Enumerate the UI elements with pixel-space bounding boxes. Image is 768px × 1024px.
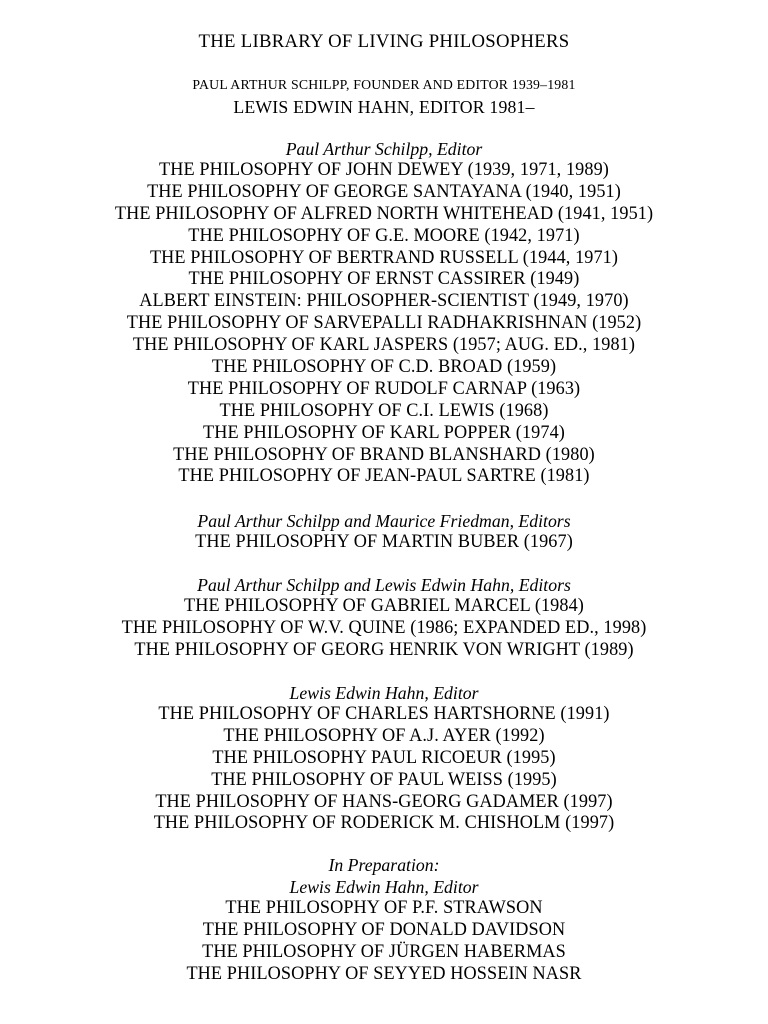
section-editor: Paul Arthur Schilpp and Maurice Friedman, Editors	[197, 511, 571, 531]
book-title: THE PHILOSOPHY OF KARL JASPERS (1957; AUG. ED., 1981)	[132, 335, 636, 356]
book-title: THE PHILOSOPHY OF DONALD DAVIDSON	[202, 919, 566, 940]
book-title: THE PHILOSOPHY OF GEORGE SANTAYANA (1940, 1951)	[147, 181, 621, 202]
book-title: THE PHILOSOPHY PAUL RICOEUR (1995)	[212, 747, 556, 768]
book-title: THE PHILOSOPHY OF GABRIEL MARCEL (1984)	[184, 596, 584, 616]
section-hahn	[0, 682, 768, 835]
book-title: THE PHILOSOPHY OF CHARLES HARTSHORNE (1991)	[158, 704, 610, 724]
book-title: THE PHILOSOPHY OF P.F. STRAWSON	[225, 898, 543, 918]
library-title: THE LIBRARY OF LIVING PHILOSOPHERS	[198, 31, 570, 52]
in-preparation-label: In Preparation:	[328, 855, 440, 875]
book-title: THE PHILOSOPHY OF JÜRGEN HABERMAS	[202, 941, 566, 962]
book-title: THE PHILOSOPHY OF PAUL WEISS (1995)	[211, 769, 557, 790]
section-schilpp	[0, 138, 768, 488]
current-editor-line: LEWIS EDWIN HAHN, EDITOR 1981–	[233, 97, 535, 117]
book-title: THE PHILOSOPHY OF ALFRED NORTH WHITEHEAD (1941, 1951)	[114, 203, 654, 224]
section-in-preparation	[0, 854, 768, 986]
founder-line: PAUL ARTHUR SCHILPP, FOUNDER AND EDITOR 1939–1981	[192, 78, 576, 93]
book-title: ALBERT EINSTEIN: PHILOSOPHER-SCIENTIST (1949, 1970)	[139, 291, 629, 312]
book-title: THE PHILOSOPHY OF RODERICK M. CHISHOLM (1997)	[153, 813, 615, 834]
book-title: THE PHILOSOPHY OF RUDOLF CARNAP (1963)	[187, 378, 581, 399]
section-schilpp-hahn	[0, 574, 768, 662]
book-title: THE PHILOSOPHY OF HANS-GEORG GADAMER (1997)	[155, 791, 613, 812]
book-title: THE PHILOSOPHY OF JOHN DEWEY (1939, 1971, 1989)	[159, 160, 609, 180]
book-title: THE PHILOSOPHY OF BRAND BLANSHARD (1980)	[173, 444, 595, 465]
section-editor: Paul Arthur Schilpp, Editor	[285, 139, 483, 159]
book-title: THE PHILOSOPHY OF A.J. AYER (1992)	[223, 725, 545, 746]
book-title: THE PHILOSOPHY OF C.I. LEWIS (1968)	[219, 400, 549, 421]
section-schilpp-friedman	[0, 510, 768, 554]
section-editor: Lewis Edwin Hahn, Editor	[289, 683, 479, 703]
book-title: THE PHILOSOPHY OF G.E. MOORE (1942, 1971)	[188, 225, 580, 246]
section-editor: Lewis Edwin Hahn, Editor	[289, 877, 479, 897]
book-title: THE PHILOSOPHY OF JEAN-PAUL SARTRE (1981)	[178, 466, 590, 487]
book-title: THE PHILOSOPHY OF W.V. QUINE (1986; EXPANDED ED., 1998)	[121, 617, 647, 638]
book-title: THE PHILOSOPHY OF BERTRAND RUSSELL (1944, 1971)	[149, 247, 619, 268]
section-editor: Paul Arthur Schilpp and Lewis Edwin Hahn, Editors	[197, 575, 571, 595]
book-title: THE PHILOSOPHY OF GEORG HENRIK VON WRIGHT (1989)	[134, 639, 634, 660]
book-title: THE PHILOSOPHY OF SARVEPALLI RADHAKRISHNAN (1952)	[126, 313, 642, 334]
book-title: THE PHILOSOPHY OF MARTIN BUBER (1967)	[195, 532, 573, 552]
book-title: THE PHILOSOPHY OF C.D. BROAD (1959)	[211, 357, 557, 378]
book-title: THE PHILOSOPHY OF KARL POPPER (1974)	[203, 422, 565, 443]
book-title: THE PHILOSOPHY OF ERNST CASSIRER (1949)	[188, 269, 580, 290]
book-title: THE PHILOSOPHY OF SEYYED HOSSEIN NASR	[186, 963, 582, 984]
